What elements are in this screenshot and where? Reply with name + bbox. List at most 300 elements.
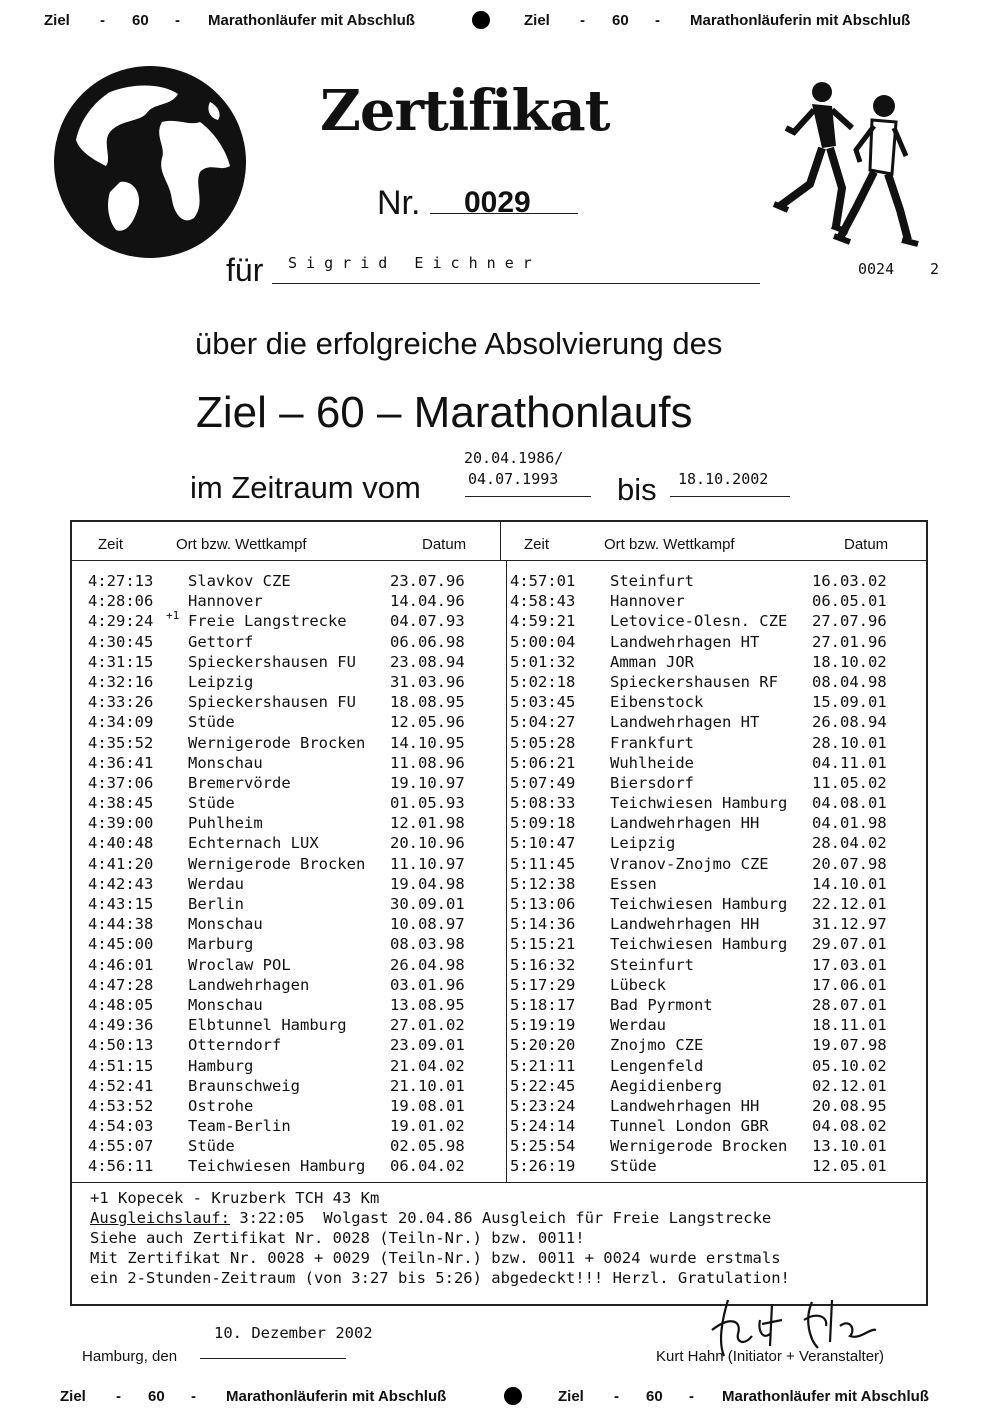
time-cell: 4:48:05 — [88, 995, 154, 1014]
date-cell: 16.03.02 — [812, 572, 887, 590]
time-cell: 5:07:49 — [510, 773, 576, 792]
table-row — [88, 935, 508, 955]
time-cell: 4:44:38 — [88, 915, 154, 934]
table-row — [88, 693, 508, 713]
table-row — [510, 612, 930, 632]
location-cell: Marburg — [188, 935, 254, 954]
date-cell: 28.04.02 — [812, 834, 887, 853]
banner-text: Marathonläufer mit Abschluß — [208, 12, 415, 29]
location-cell: Spieckershausen FU — [188, 693, 356, 712]
bullet-dot — [472, 11, 490, 29]
date-cell: 06.05.01 — [812, 592, 887, 611]
time-cell: 5:26:19 — [510, 1157, 576, 1176]
table-row — [88, 875, 508, 895]
date-cell: 12.05.96 — [390, 713, 465, 732]
table-row — [510, 895, 930, 915]
bottom-banner — [0, 1378, 1000, 1418]
table-row — [88, 1097, 508, 1117]
table-row — [510, 1157, 930, 1177]
date-cell: 14.04.96 — [390, 592, 465, 611]
banner-ziel: Ziel — [524, 12, 550, 29]
time-cell: 5:03:45 — [510, 693, 576, 712]
location-cell: Amman JOR — [610, 652, 694, 671]
time-cell: 5:06:21 — [510, 753, 576, 772]
location-cell: Puhlheim — [188, 814, 263, 833]
location-cell: Aegidienberg — [610, 1076, 722, 1095]
location-cell: Bremervörde — [188, 773, 291, 792]
table-row — [510, 1057, 930, 1077]
location-cell: Freie Langstrecke — [188, 612, 347, 631]
time-cell: 4:56:11 — [88, 1157, 154, 1176]
table-row — [510, 1097, 930, 1117]
location-cell: Werdau — [188, 874, 244, 893]
date-cell: 21.04.02 — [390, 1056, 465, 1075]
table-row — [88, 855, 508, 875]
absolvierung-line: über die erfolgreiche Absolvierung des — [195, 326, 723, 361]
banner-dash: - — [191, 1388, 196, 1405]
table-row — [88, 774, 508, 794]
date-cell: 10.08.97 — [390, 915, 465, 934]
location-cell: Landwehrhagen HH — [610, 1096, 760, 1115]
time-cell: 4:38:45 — [88, 794, 154, 813]
time-cell: 4:33:26 — [88, 693, 154, 712]
time-cell: 5:16:32 — [510, 955, 576, 974]
date-cell: 23.08.94 — [390, 652, 465, 671]
globe-icon — [50, 62, 250, 262]
certificate-title: Zertifikat — [320, 78, 610, 144]
location-cell: Otterndorf — [188, 1036, 282, 1055]
time-cell: 4:36:41 — [88, 753, 154, 772]
banner-dash: - — [100, 12, 105, 29]
location-cell: Monschau — [188, 995, 263, 1014]
location-cell: Landwehrhagen — [188, 975, 310, 994]
time-cell: 5:22:45 — [510, 1076, 576, 1095]
date-cell: 06.06.98 — [390, 632, 465, 651]
recipient-underline — [272, 283, 760, 284]
table-row — [510, 572, 930, 592]
header-ort: Ort bzw. Wettkampf — [176, 536, 307, 553]
time-cell: 5:12:38 — [510, 874, 576, 893]
time-cell: 4:54:03 — [88, 1117, 154, 1136]
period-to-underline — [670, 496, 790, 497]
header-datum: Datum — [422, 536, 467, 553]
date-cell: 21.10.01 — [390, 1076, 465, 1095]
header-datum: Datum — [844, 536, 889, 553]
location-cell: Elbtunnel Hamburg — [188, 1016, 347, 1035]
runners-icon — [760, 76, 930, 256]
location-cell: Team-Berlin — [188, 1117, 291, 1136]
table-row — [510, 693, 930, 713]
table-row — [88, 976, 508, 996]
date-cell: 31.12.97 — [812, 915, 887, 934]
table-row — [510, 996, 930, 1016]
time-cell: 4:27:13 — [88, 572, 154, 590]
location-cell: Spieckershausen RF — [610, 672, 778, 691]
table-row — [88, 612, 508, 632]
table-row — [88, 1117, 508, 1137]
right-results — [510, 572, 930, 1178]
table-row — [510, 1036, 930, 1056]
date-cell: 27.01.02 — [390, 1016, 465, 1035]
date-cell: 14.10.01 — [812, 874, 887, 893]
date-cell: 23.07.96 — [390, 572, 465, 590]
time-cell: 4:55:07 — [88, 1137, 154, 1156]
date-cell: 14.10.95 — [390, 733, 465, 752]
table-row — [510, 794, 930, 814]
table-row — [88, 915, 508, 935]
location-cell: Eibenstock — [610, 693, 704, 712]
location-cell: Hamburg — [188, 1056, 254, 1075]
date-cell: 26.08.94 — [812, 713, 887, 732]
time-cell: 4:47:28 — [88, 975, 154, 994]
location-cell: Stüde — [188, 1137, 235, 1156]
date-cell: 31.03.96 — [390, 672, 465, 691]
note-line: +1 Kopecek - Kruzberk TCH 43 Km — [90, 1189, 380, 1207]
reference-number: 0024 — [858, 260, 895, 278]
location-cell: Berlin — [188, 895, 244, 913]
location-cell: Wernigerode Brocken — [610, 1137, 788, 1156]
time-cell: 4:51:15 — [88, 1056, 154, 1075]
time-cell: 4:57:01 — [510, 572, 576, 590]
time-cell: 4:59:21 — [510, 612, 576, 631]
table-row — [88, 592, 508, 612]
table-row — [88, 956, 508, 976]
date-cell: 18.11.01 — [812, 1016, 887, 1035]
table-row — [88, 1016, 508, 1036]
date-cell: 04.07.93 — [390, 612, 465, 631]
time-cell: 4:41:20 — [88, 854, 154, 873]
table-row — [510, 834, 930, 854]
period-from-label: im Zeitraum vom — [190, 470, 421, 505]
header-ort: Ort bzw. Wettkampf — [604, 536, 735, 553]
table-row — [510, 734, 930, 754]
period-from-underline — [465, 496, 591, 497]
banner-ziel: Ziel — [44, 12, 70, 29]
date-cell: 30.09.01 — [390, 895, 465, 913]
number-underline — [430, 213, 578, 214]
time-cell: 4:29:24 — [88, 612, 154, 631]
time-cell: 4:31:15 — [88, 652, 154, 671]
time-cell: 4:42:43 — [88, 874, 154, 893]
ausgleich-text: 3:22:05 Wolgast 20.04.86 Ausgleich für Freie Langstrecke — [229, 1209, 772, 1227]
location-cell: Vranov-Znojmo CZE — [610, 854, 769, 873]
time-cell: 4:30:45 — [88, 632, 154, 651]
banner-dash: - — [614, 1388, 619, 1405]
date-cell: 17.06.01 — [812, 975, 887, 994]
time-cell: 5:01:32 — [510, 652, 576, 671]
table-row — [88, 713, 508, 733]
table-row — [510, 774, 930, 794]
note-line: ein 2-Stunden-Zeitraum (von 3:27 bis 5:26) abgedeckt!!! Herzl. Gratulation! — [90, 1269, 790, 1287]
date-cell: 26.04.98 — [390, 955, 465, 974]
date-cell: 06.04.02 — [390, 1157, 465, 1176]
table-row — [88, 996, 508, 1016]
location-cell: Landwehrhagen HT — [610, 632, 760, 651]
date-cell: 05.10.02 — [812, 1056, 887, 1075]
banner-number: 60 — [148, 1388, 165, 1405]
table-row — [510, 915, 930, 935]
time-cell: 4:58:43 — [510, 592, 576, 611]
time-cell: 4:49:36 — [88, 1016, 154, 1035]
date-cell: 20.08.95 — [812, 1096, 887, 1115]
time-cell: 4:35:52 — [88, 733, 154, 752]
marathon-heading: Ziel – 60 – Marathonlaufs — [196, 388, 693, 437]
date-cell: 29.07.01 — [812, 935, 887, 954]
time-cell: 4:28:06 — [88, 592, 154, 611]
location-cell: Letovice-Olesn. CZE — [610, 612, 788, 631]
table-row — [510, 1077, 930, 1097]
location-cell: Wernigerode Brocken — [188, 733, 366, 752]
date-cell: 23.09.01 — [390, 1036, 465, 1055]
date-cell: 13.10.01 — [812, 1137, 887, 1156]
date-cell: 12.01.98 — [390, 814, 465, 833]
time-cell: 5:23:24 — [510, 1096, 576, 1115]
location-cell: Biersdorf — [610, 773, 694, 792]
banner-text: Marathonläuferin mit Abschluß — [226, 1388, 447, 1405]
banner-number: 60 — [132, 12, 149, 29]
location-cell: Teichwiesen Hamburg — [610, 895, 788, 913]
location-cell: Teichwiesen Hamburg — [188, 1157, 366, 1176]
header-column-divider — [500, 522, 501, 560]
period-from-top: 20.04.1986/ — [464, 449, 564, 467]
time-cell: 5:19:19 — [510, 1016, 576, 1035]
table-row — [88, 1137, 508, 1157]
table-row — [88, 673, 508, 693]
time-cell: 4:40:48 — [88, 834, 154, 853]
table-row — [88, 834, 508, 854]
location-cell: Lengenfeld — [610, 1056, 704, 1075]
notes-block — [90, 1188, 790, 1288]
date-cell: 02.12.01 — [812, 1076, 887, 1095]
location-cell: Leipzig — [610, 834, 676, 853]
date-cell: 19.04.98 — [390, 874, 465, 893]
location-cell: Frankfurt — [610, 733, 694, 752]
header-zeit: Zeit — [524, 536, 550, 553]
table-row — [510, 1016, 930, 1036]
time-cell: 5:14:36 — [510, 915, 576, 934]
results-table — [70, 520, 928, 1306]
date-cell: 03.01.96 — [390, 975, 465, 994]
date-cell: 28.10.01 — [812, 733, 887, 752]
location-cell: Gettorf — [188, 632, 254, 651]
location-cell: Teichwiesen Hamburg — [610, 794, 788, 813]
table-row — [510, 653, 930, 673]
table-row — [88, 1057, 508, 1077]
date-cell: 20.10.96 — [390, 834, 465, 853]
time-cell: 5:04:27 — [510, 713, 576, 732]
time-cell: 4:52:41 — [88, 1076, 154, 1095]
time-cell: 5:18:17 — [510, 995, 576, 1014]
notes-divider — [72, 1182, 926, 1183]
time-cell: 4:43:15 — [88, 895, 154, 913]
location-cell: Tunnel London GBR — [610, 1117, 769, 1136]
banner-ziel: Ziel — [558, 1388, 584, 1405]
time-cell: 5:00:04 — [510, 632, 576, 651]
location-cell: Leipzig — [188, 672, 254, 691]
date-cell: 19.07.98 — [812, 1036, 887, 1055]
banner-dash: - — [175, 12, 180, 29]
date-cell: 20.07.98 — [812, 854, 887, 873]
date-cell: 19.01.02 — [390, 1117, 465, 1136]
time-cell: 5:08:33 — [510, 794, 576, 813]
time-cell: 4:45:00 — [88, 935, 154, 954]
location-cell: Monschau — [188, 915, 263, 934]
time-cell: 5:24:14 — [510, 1117, 576, 1136]
banner-number: 60 — [646, 1388, 663, 1405]
table-row — [88, 794, 508, 814]
date-cell: 27.07.96 — [812, 612, 887, 631]
recipient-label: für — [226, 252, 264, 288]
date-cell: 28.07.01 — [812, 995, 887, 1014]
location-cell: Spieckershausen FU — [188, 652, 356, 671]
date-underline — [200, 1358, 346, 1359]
banner-dash: - — [655, 12, 660, 29]
date-cell: 04.01.98 — [812, 814, 887, 833]
table-row — [510, 814, 930, 834]
location-cell: Stüde — [188, 713, 235, 732]
issue-date: 10. Dezember 2002 — [214, 1324, 373, 1342]
table-row — [510, 976, 930, 996]
table-row — [510, 875, 930, 895]
time-cell: 4:46:01 — [88, 955, 154, 974]
table-row — [88, 1036, 508, 1056]
time-cell: 5:25:54 — [510, 1137, 576, 1156]
recipient-name: S i g r i d E i c h n e r — [288, 254, 532, 272]
location-cell: Hannover — [610, 592, 685, 611]
location-cell: Werdau — [610, 1016, 666, 1035]
place-label: Hamburg, den — [82, 1348, 178, 1365]
period-to-label: bis — [617, 472, 657, 507]
time-cell: 4:39:00 — [88, 814, 154, 833]
date-cell: 11.08.96 — [390, 753, 465, 772]
time-cell: 4:50:13 — [88, 1036, 154, 1055]
location-cell: Znojmo CZE — [610, 1036, 704, 1055]
date-cell: 17.03.01 — [812, 955, 887, 974]
location-cell: Braunschweig — [188, 1076, 300, 1095]
date-cell: 08.03.98 — [390, 935, 465, 954]
date-cell: 15.09.01 — [812, 693, 887, 712]
location-cell: Landwehrhagen HT — [610, 713, 760, 732]
note-line: Mit Zertifikat Nr. 0028 + 0029 (Teiln-Nr.) bzw. 0011 + 0024 wurde erstmals — [90, 1249, 781, 1267]
date-cell: 11.10.97 — [390, 854, 465, 873]
table-row — [510, 956, 930, 976]
table-row — [510, 673, 930, 693]
time-cell: 5:11:45 — [510, 854, 576, 873]
time-cell: 4:32:16 — [88, 672, 154, 691]
table-row — [510, 754, 930, 774]
location-cell: Bad Pyrmont — [610, 995, 713, 1014]
date-cell: 04.08.01 — [812, 794, 887, 813]
date-cell: 22.12.01 — [812, 895, 887, 913]
time-cell: 5:10:47 — [510, 834, 576, 853]
location-cell: Stüde — [188, 794, 235, 813]
certificate-number: 0029 — [464, 186, 531, 219]
table-row — [510, 935, 930, 955]
table-row — [88, 754, 508, 774]
location-cell: Monschau — [188, 753, 263, 772]
date-cell: 12.05.01 — [812, 1157, 887, 1176]
banner-dash: - — [116, 1388, 121, 1405]
note-line — [90, 1208, 790, 1228]
location-cell: Hannover — [188, 592, 263, 611]
table-row — [510, 855, 930, 875]
time-cell: 5:05:28 — [510, 733, 576, 752]
location-cell: Steinfurt — [610, 955, 694, 974]
time-cell: 5:15:21 — [510, 935, 576, 954]
date-cell: 02.05.98 — [390, 1137, 465, 1156]
time-cell: 4:34:09 — [88, 713, 154, 732]
ausgleich-label: Ausgleichslauf: — [90, 1209, 230, 1227]
location-cell: Landwehrhagen HH — [610, 814, 760, 833]
time-cell: 5:20:20 — [510, 1036, 576, 1055]
date-cell: 04.08.02 — [812, 1117, 887, 1136]
location-cell: Essen — [610, 874, 657, 893]
location-cell: Stüde — [610, 1157, 657, 1176]
table-row — [88, 653, 508, 673]
table-row — [88, 1077, 508, 1097]
left-results — [88, 572, 508, 1178]
table-row — [88, 895, 508, 915]
location-cell: Lübeck — [610, 975, 666, 994]
date-cell: 27.01.96 — [812, 632, 887, 651]
number-label: Nr. — [377, 184, 421, 222]
table-row — [88, 572, 508, 592]
banner-dash: - — [580, 12, 585, 29]
footnote-mark: +1 — [166, 609, 180, 622]
time-cell: 4:37:06 — [88, 773, 154, 792]
location-cell: Steinfurt — [610, 572, 694, 590]
date-cell: 08.04.98 — [812, 672, 887, 691]
top-banner — [0, 2, 1000, 42]
period-from-bottom: 04.07.1993 — [468, 470, 559, 488]
date-cell: 13.08.95 — [390, 995, 465, 1014]
table-row — [510, 713, 930, 733]
date-cell: 19.10.97 — [390, 773, 465, 792]
signer-label: Kurt Hahn (Initiator + Veranstalter) — [656, 1348, 885, 1365]
time-cell: 5:21:11 — [510, 1056, 576, 1075]
date-cell: 01.05.93 — [390, 794, 465, 813]
table-row — [510, 1137, 930, 1157]
banner-ziel: Ziel — [60, 1388, 86, 1405]
banner-text: Marathonläuferin mit Abschluß — [690, 12, 911, 29]
time-cell: 5:02:18 — [510, 672, 576, 691]
location-cell: Wernigerode Brocken — [188, 854, 366, 873]
table-row — [88, 633, 508, 653]
banner-text: Marathonläufer mit Abschluß — [722, 1388, 929, 1405]
header-divider — [72, 560, 926, 561]
location-cell: Echternach LUX — [188, 834, 319, 853]
reference-suffix: 2 — [930, 260, 940, 278]
table-row — [88, 734, 508, 754]
location-cell: Wroclaw POL — [188, 955, 291, 974]
time-cell: 5:09:18 — [510, 814, 576, 833]
banner-number: 60 — [612, 12, 629, 29]
time-cell: 5:17:29 — [510, 975, 576, 994]
time-cell: 5:13:06 — [510, 895, 576, 913]
table-row — [510, 633, 930, 653]
table-row — [510, 592, 930, 612]
date-cell: 18.10.02 — [812, 652, 887, 671]
period-to-date: 18.10.2002 — [678, 470, 769, 488]
date-cell: 04.11.01 — [812, 753, 887, 772]
date-cell: 19.08.01 — [390, 1096, 465, 1115]
header-zeit: Zeit — [98, 536, 124, 553]
time-cell: 4:53:52 — [88, 1096, 154, 1115]
date-cell: 18.08.95 — [390, 693, 465, 712]
date-cell: 11.05.02 — [812, 773, 887, 792]
table-row — [88, 1157, 508, 1177]
location-cell: Teichwiesen Hamburg — [610, 935, 788, 954]
